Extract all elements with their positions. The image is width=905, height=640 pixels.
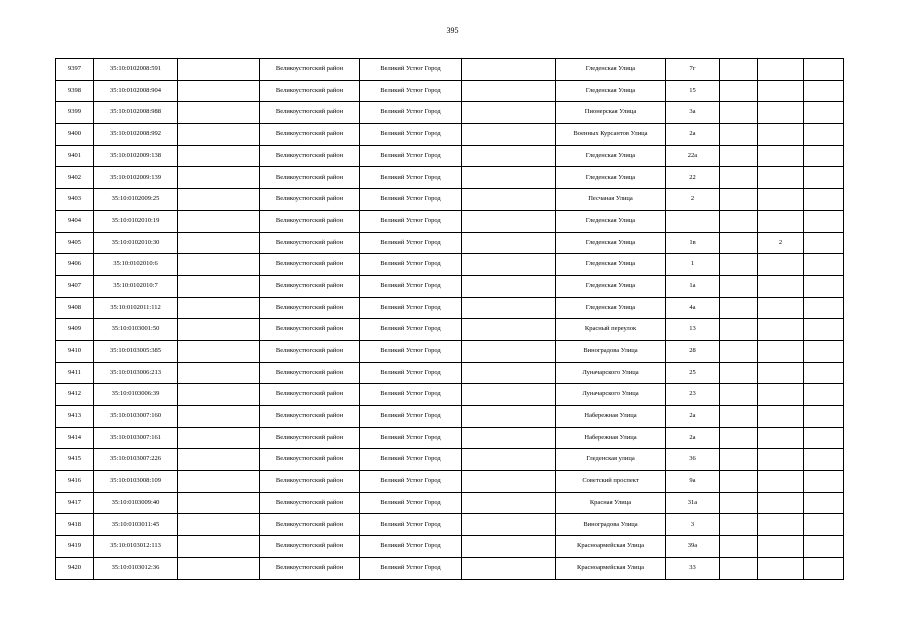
blank-cell — [804, 384, 844, 406]
row-number-cell: 9398 — [56, 80, 94, 102]
blank-cell — [804, 471, 844, 493]
cadastral-number-cell: 35:10:0102008:591 — [94, 59, 178, 81]
street-cell: Гледенская улица — [556, 449, 666, 471]
blank-cell — [462, 471, 556, 493]
cadastral-number-cell: 35:10:0103006:39 — [94, 384, 178, 406]
street-cell: Советский проспект — [556, 471, 666, 493]
district-cell: Великоустюгский район — [260, 406, 360, 428]
cadastral-number-cell: 35:10:0103007:226 — [94, 449, 178, 471]
cadastral-number-cell: 35:10:0102010:19 — [94, 210, 178, 232]
blank-cell — [462, 59, 556, 81]
city-cell: Великий Устюг Город — [360, 167, 462, 189]
house-number-cell: 2а — [666, 124, 720, 146]
row-number-cell: 9415 — [56, 449, 94, 471]
house-number-cell: 15 — [666, 80, 720, 102]
blank-cell — [720, 167, 758, 189]
cadastral-number-cell: 35:10:0102008:992 — [94, 124, 178, 146]
cadastral-number-cell: 35:10:0102011:112 — [94, 297, 178, 319]
row-number-cell: 9399 — [56, 102, 94, 124]
blank-cell — [462, 319, 556, 341]
city-cell: Великий Устюг Город — [360, 275, 462, 297]
table-row — [56, 449, 844, 471]
house-number-cell: 3 — [666, 514, 720, 536]
blank-cell — [804, 59, 844, 81]
blank-cell — [178, 189, 260, 211]
cadastral-number-cell: 35:10:0103008:109 — [94, 471, 178, 493]
row-number-cell: 9412 — [56, 384, 94, 406]
blank-cell — [178, 297, 260, 319]
blank-cell — [720, 232, 758, 254]
blank-cell — [462, 232, 556, 254]
row-number-cell: 9402 — [56, 167, 94, 189]
blank-cell — [720, 557, 758, 579]
city-cell: Великий Устюг Город — [360, 449, 462, 471]
blank-cell — [178, 59, 260, 81]
extra-number-cell — [758, 362, 804, 384]
city-cell: Великий Устюг Город — [360, 557, 462, 579]
extra-number-cell — [758, 471, 804, 493]
table-row — [56, 275, 844, 297]
table-row — [56, 384, 844, 406]
city-cell: Великий Устюг Город — [360, 59, 462, 81]
house-number-cell: 2а — [666, 427, 720, 449]
extra-number-cell — [758, 384, 804, 406]
blank-cell — [462, 514, 556, 536]
district-cell: Великоустюгский район — [260, 167, 360, 189]
blank-cell — [462, 536, 556, 558]
extra-number-cell — [758, 80, 804, 102]
row-number-cell: 9407 — [56, 275, 94, 297]
cadastral-number-cell: 35:10:0103011:45 — [94, 514, 178, 536]
extra-number-cell: 2 — [758, 232, 804, 254]
district-cell: Великоустюгский район — [260, 384, 360, 406]
blank-cell — [178, 536, 260, 558]
house-number-cell — [666, 210, 720, 232]
district-cell: Великоустюгский район — [260, 145, 360, 167]
blank-cell — [178, 254, 260, 276]
house-number-cell: 25 — [666, 362, 720, 384]
table-row — [56, 210, 844, 232]
extra-number-cell — [758, 254, 804, 276]
blank-cell — [720, 145, 758, 167]
district-cell: Великоустюгский район — [260, 536, 360, 558]
blank-cell — [804, 167, 844, 189]
blank-cell — [178, 471, 260, 493]
blank-cell — [720, 492, 758, 514]
extra-number-cell — [758, 167, 804, 189]
cadastral-number-cell: 35:10:0103012:36 — [94, 557, 178, 579]
blank-cell — [720, 514, 758, 536]
city-cell: Великий Устюг Город — [360, 232, 462, 254]
house-number-cell: 1в — [666, 232, 720, 254]
row-number-cell: 9408 — [56, 297, 94, 319]
register-body — [56, 59, 844, 580]
blank-cell — [462, 449, 556, 471]
blank-cell — [178, 145, 260, 167]
house-number-cell: 13 — [666, 319, 720, 341]
row-number-cell: 9420 — [56, 557, 94, 579]
district-cell: Великоустюгский район — [260, 80, 360, 102]
blank-cell — [178, 514, 260, 536]
row-number-cell: 9405 — [56, 232, 94, 254]
blank-cell — [720, 536, 758, 558]
blank-cell — [804, 319, 844, 341]
district-cell: Великоустюгский район — [260, 275, 360, 297]
row-number-cell: 9401 — [56, 145, 94, 167]
city-cell: Великий Устюг Город — [360, 340, 462, 362]
district-cell: Великоустюгский район — [260, 124, 360, 146]
district-cell: Великоустюгский район — [260, 297, 360, 319]
street-cell: Гледенская Улица — [556, 210, 666, 232]
house-number-cell: 31а — [666, 492, 720, 514]
extra-number-cell — [758, 59, 804, 81]
city-cell: Великий Устюг Город — [360, 145, 462, 167]
blank-cell — [804, 557, 844, 579]
city-cell: Великий Устюг Город — [360, 514, 462, 536]
street-cell: Виноградова Улица — [556, 340, 666, 362]
extra-number-cell — [758, 492, 804, 514]
cadastral-number-cell: 35:10:0103006:213 — [94, 362, 178, 384]
extra-number-cell — [758, 275, 804, 297]
blank-cell — [178, 275, 260, 297]
table-row — [56, 514, 844, 536]
table-row — [56, 167, 844, 189]
row-number-cell: 9414 — [56, 427, 94, 449]
street-cell: Гледенская Улица — [556, 80, 666, 102]
blank-cell — [462, 406, 556, 428]
blank-cell — [720, 254, 758, 276]
blank-cell — [804, 254, 844, 276]
house-number-cell: 39а — [666, 536, 720, 558]
row-number-cell: 9419 — [56, 536, 94, 558]
district-cell: Великоустюгский район — [260, 557, 360, 579]
table-row — [56, 557, 844, 579]
street-cell: Красная Улица — [556, 492, 666, 514]
blank-cell — [178, 449, 260, 471]
blank-cell — [804, 406, 844, 428]
extra-number-cell — [758, 189, 804, 211]
row-number-cell: 9418 — [56, 514, 94, 536]
blank-cell — [804, 124, 844, 146]
street-cell: Гледенская Улица — [556, 232, 666, 254]
table-row — [56, 362, 844, 384]
street-cell: Красный переулок — [556, 319, 666, 341]
table-row — [56, 232, 844, 254]
blank-cell — [720, 319, 758, 341]
blank-cell — [462, 80, 556, 102]
table-row — [56, 102, 844, 124]
blank-cell — [462, 362, 556, 384]
house-number-cell: 9а — [666, 471, 720, 493]
street-cell: Гледенская Улица — [556, 167, 666, 189]
extra-number-cell — [758, 124, 804, 146]
cadastral-number-cell: 35:10:0103007:161 — [94, 427, 178, 449]
blank-cell — [720, 427, 758, 449]
district-cell: Великоустюгский район — [260, 492, 360, 514]
street-cell: Виноградова Улица — [556, 514, 666, 536]
blank-cell — [178, 384, 260, 406]
cadastral-number-cell: 35:10:0103005:385 — [94, 340, 178, 362]
city-cell: Великий Устюг Город — [360, 427, 462, 449]
street-cell: Гледенская Улица — [556, 145, 666, 167]
city-cell: Великий Устюг Город — [360, 297, 462, 319]
district-cell: Великоустюгский район — [260, 319, 360, 341]
district-cell: Великоустюгский район — [260, 471, 360, 493]
table-row — [56, 80, 844, 102]
blank-cell — [462, 210, 556, 232]
table-row — [56, 59, 844, 81]
blank-cell — [720, 406, 758, 428]
house-number-cell: 3а — [666, 102, 720, 124]
street-cell: Гледенская Улица — [556, 254, 666, 276]
street-cell: Красноармейская Улица — [556, 557, 666, 579]
row-number-cell: 9400 — [56, 124, 94, 146]
house-number-cell: 2а — [666, 406, 720, 428]
blank-cell — [462, 427, 556, 449]
page-number: 395 — [446, 26, 459, 35]
cadastral-number-cell: 35:10:0102009:25 — [94, 189, 178, 211]
street-cell: Пионерская Улица — [556, 102, 666, 124]
blank-cell — [720, 59, 758, 81]
extra-number-cell — [758, 536, 804, 558]
blank-cell — [804, 232, 844, 254]
table-row — [56, 254, 844, 276]
table-row — [56, 124, 844, 146]
blank-cell — [178, 167, 260, 189]
cadastral-number-cell: 35:10:0102010:7 — [94, 275, 178, 297]
row-number-cell: 9417 — [56, 492, 94, 514]
extra-number-cell — [758, 319, 804, 341]
row-number-cell: 9397 — [56, 59, 94, 81]
table-row — [56, 319, 844, 341]
district-cell: Великоустюгский район — [260, 189, 360, 211]
city-cell: Великий Устюг Город — [360, 362, 462, 384]
cadastral-number-cell: 35:10:0102008:904 — [94, 80, 178, 102]
house-number-cell: 7г — [666, 59, 720, 81]
blank-cell — [178, 124, 260, 146]
blank-cell — [804, 362, 844, 384]
city-cell: Великий Устюг Город — [360, 210, 462, 232]
house-number-cell: 22а — [666, 145, 720, 167]
extra-number-cell — [758, 102, 804, 124]
cadastral-number-cell: 35:10:0103001:50 — [94, 319, 178, 341]
cadastral-number-cell: 35:10:0103009:40 — [94, 492, 178, 514]
district-cell: Великоустюгский район — [260, 232, 360, 254]
city-cell: Великий Устюг Город — [360, 384, 462, 406]
house-number-cell: 1 — [666, 254, 720, 276]
blank-cell — [462, 189, 556, 211]
blank-cell — [720, 340, 758, 362]
street-cell: Набережная Улица — [556, 406, 666, 428]
row-number-cell: 9410 — [56, 340, 94, 362]
blank-cell — [178, 210, 260, 232]
blank-cell — [462, 254, 556, 276]
table-row — [56, 406, 844, 428]
table-row — [56, 471, 844, 493]
street-cell: Военных Курсантов Улица — [556, 124, 666, 146]
street-cell: Луначарского Улица — [556, 362, 666, 384]
city-cell: Великий Устюг Город — [360, 189, 462, 211]
street-cell: Набережная Улица — [556, 427, 666, 449]
street-cell: Луначарского Улица — [556, 384, 666, 406]
blank-cell — [804, 492, 844, 514]
extra-number-cell — [758, 210, 804, 232]
table-row — [56, 297, 844, 319]
city-cell: Великий Устюг Город — [360, 80, 462, 102]
blank-cell — [462, 297, 556, 319]
street-cell: Гледенская Улица — [556, 275, 666, 297]
blank-cell — [178, 492, 260, 514]
extra-number-cell — [758, 340, 804, 362]
cadastral-number-cell: 35:10:0102009:138 — [94, 145, 178, 167]
row-number-cell: 9413 — [56, 406, 94, 428]
house-number-cell: 36 — [666, 449, 720, 471]
blank-cell — [720, 362, 758, 384]
extra-number-cell — [758, 406, 804, 428]
street-cell: Красноармейская Улица — [556, 536, 666, 558]
blank-cell — [178, 319, 260, 341]
blank-cell — [720, 449, 758, 471]
row-number-cell: 9404 — [56, 210, 94, 232]
city-cell: Великий Устюг Город — [360, 254, 462, 276]
blank-cell — [178, 406, 260, 428]
blank-cell — [804, 145, 844, 167]
blank-cell — [804, 427, 844, 449]
blank-cell — [804, 189, 844, 211]
district-cell: Великоустюгский район — [260, 340, 360, 362]
blank-cell — [804, 536, 844, 558]
blank-cell — [804, 275, 844, 297]
house-number-cell: 23 — [666, 384, 720, 406]
blank-cell — [720, 275, 758, 297]
row-number-cell: 9416 — [56, 471, 94, 493]
blank-cell — [178, 102, 260, 124]
blank-cell — [462, 492, 556, 514]
house-number-cell: 28 — [666, 340, 720, 362]
city-cell: Великий Устюг Город — [360, 319, 462, 341]
extra-number-cell — [758, 427, 804, 449]
blank-cell — [720, 384, 758, 406]
cadastral-number-cell: 35:10:0102009:139 — [94, 167, 178, 189]
blank-cell — [178, 80, 260, 102]
district-cell: Великоустюгский район — [260, 427, 360, 449]
city-cell: Великий Устюг Город — [360, 492, 462, 514]
cadastral-number-cell: 35:10:0103007:160 — [94, 406, 178, 428]
extra-number-cell — [758, 557, 804, 579]
blank-cell — [720, 80, 758, 102]
district-cell: Великоустюгский район — [260, 210, 360, 232]
street-cell: Песчаная Улица — [556, 189, 666, 211]
blank-cell — [178, 427, 260, 449]
city-cell: Великий Устюг Город — [360, 406, 462, 428]
blank-cell — [178, 232, 260, 254]
blank-cell — [720, 471, 758, 493]
blank-cell — [804, 297, 844, 319]
city-cell: Великий Устюг Город — [360, 102, 462, 124]
blank-cell — [178, 340, 260, 362]
house-number-cell: 33 — [666, 557, 720, 579]
cadastral-number-cell: 35:10:0102010:30 — [94, 232, 178, 254]
street-cell: Гледенская Улица — [556, 59, 666, 81]
table-row — [56, 340, 844, 362]
blank-cell — [178, 362, 260, 384]
cadastral-number-cell: 35:10:0102008:988 — [94, 102, 178, 124]
district-cell: Великоустюгский район — [260, 254, 360, 276]
blank-cell — [720, 210, 758, 232]
district-cell: Великоустюгский район — [260, 102, 360, 124]
table-row — [56, 145, 844, 167]
blank-cell — [804, 514, 844, 536]
cadastral-number-cell: 35:10:0102010:6 — [94, 254, 178, 276]
blank-cell — [720, 189, 758, 211]
city-cell: Великий Устюг Город — [360, 471, 462, 493]
register-table — [55, 58, 844, 580]
extra-number-cell — [758, 297, 804, 319]
district-cell: Великоустюгский район — [260, 59, 360, 81]
blank-cell — [462, 340, 556, 362]
blank-cell — [720, 124, 758, 146]
extra-number-cell — [758, 145, 804, 167]
extra-number-cell — [758, 514, 804, 536]
extra-number-cell — [758, 449, 804, 471]
blank-cell — [804, 102, 844, 124]
table-row — [56, 536, 844, 558]
row-number-cell: 9406 — [56, 254, 94, 276]
blank-cell — [804, 80, 844, 102]
blank-cell — [804, 210, 844, 232]
district-cell: Великоустюгский район — [260, 362, 360, 384]
house-number-cell: 2 — [666, 189, 720, 211]
house-number-cell: 1а — [666, 275, 720, 297]
row-number-cell: 9403 — [56, 189, 94, 211]
blank-cell — [178, 557, 260, 579]
city-cell: Великий Устюг Город — [360, 536, 462, 558]
row-number-cell: 9411 — [56, 362, 94, 384]
street-cell: Гледенская Улица — [556, 297, 666, 319]
house-number-cell: 4а — [666, 297, 720, 319]
city-cell: Великий Устюг Город — [360, 124, 462, 146]
blank-cell — [462, 557, 556, 579]
blank-cell — [462, 275, 556, 297]
table-row — [56, 492, 844, 514]
district-cell: Великоустюгский район — [260, 449, 360, 471]
row-number-cell: 9409 — [56, 319, 94, 341]
blank-cell — [462, 145, 556, 167]
cadastral-number-cell: 35:10:0103012:113 — [94, 536, 178, 558]
blank-cell — [462, 124, 556, 146]
blank-cell — [720, 102, 758, 124]
house-number-cell: 22 — [666, 167, 720, 189]
table-row — [56, 427, 844, 449]
blank-cell — [462, 167, 556, 189]
blank-cell — [462, 384, 556, 406]
table-row — [56, 189, 844, 211]
blank-cell — [720, 297, 758, 319]
blank-cell — [804, 340, 844, 362]
district-cell: Великоустюгский район — [260, 514, 360, 536]
blank-cell — [462, 102, 556, 124]
blank-cell — [804, 449, 844, 471]
